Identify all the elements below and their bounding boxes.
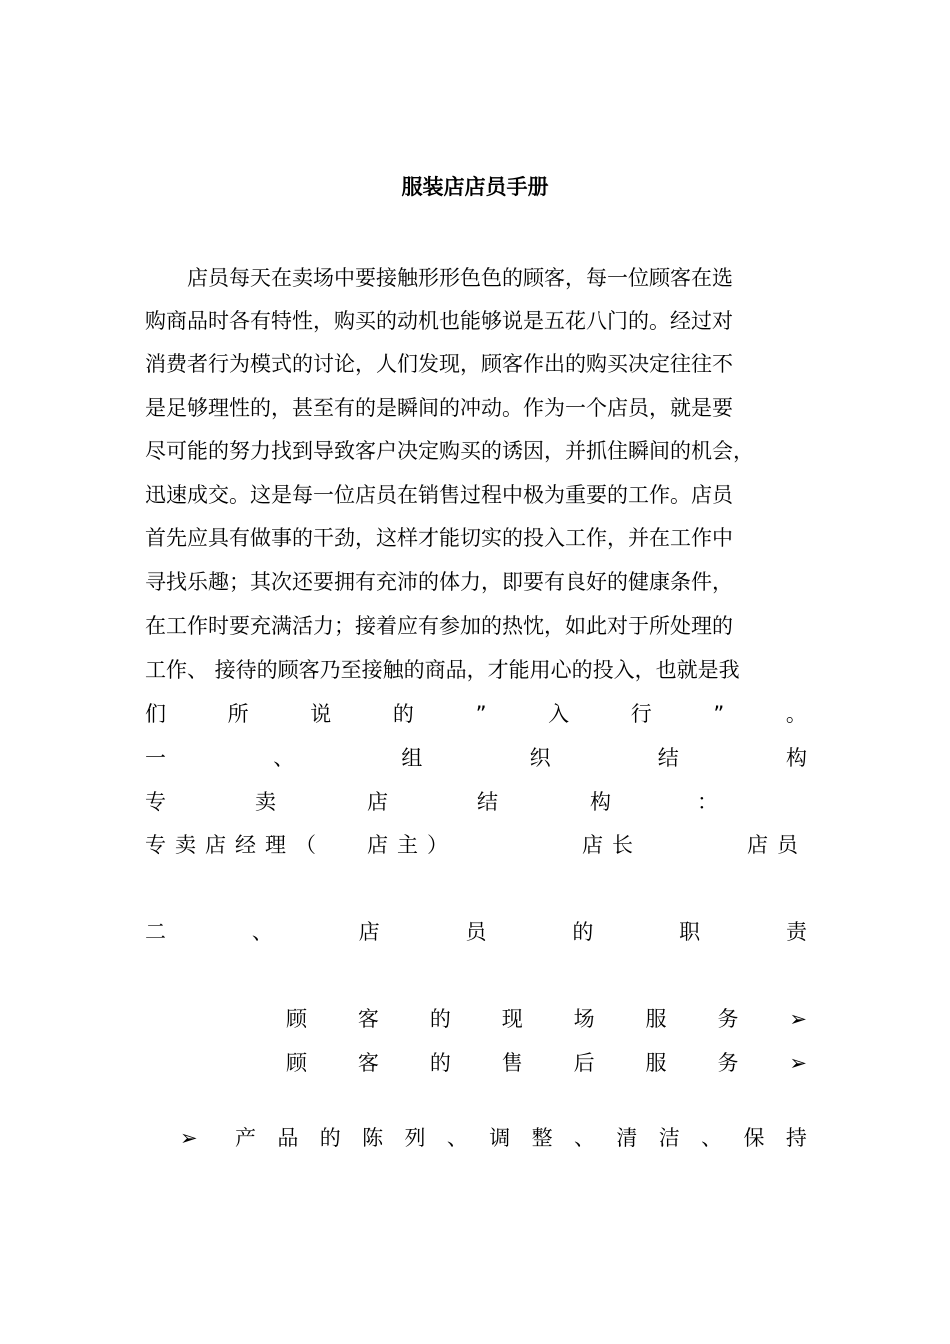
paragraph-line: 迅速成交。这是每一位店员在销售过程中极为重要的工作。店员 — [145, 483, 733, 507]
structure-owner: 店主） — [367, 833, 457, 857]
heading-char: 一 — [145, 746, 166, 770]
heading-char: 责 — [785, 920, 807, 944]
duty-char: 品 — [277, 1126, 299, 1150]
heading-char: 店 — [358, 920, 380, 944]
paragraph-char: 的 — [392, 702, 414, 726]
paragraph-line: 是足够理性的，甚至有的是瞬间的冲动。作为一个店员，就是要 — [145, 396, 733, 420]
duty-char: 现 — [501, 1007, 523, 1031]
heading-char: 员 — [465, 920, 487, 944]
duty-char: 调 — [489, 1126, 511, 1150]
paragraph-char: 们 — [145, 702, 166, 726]
structure-label-char: 卖 — [255, 790, 276, 814]
paragraph-char: 入 — [548, 702, 570, 726]
heading-char: 、 — [251, 920, 273, 944]
duty-char: 后 — [573, 1051, 595, 1075]
duty-char: 顾 — [286, 1051, 307, 1075]
paragraph-last-line — [145, 692, 807, 736]
paragraph-line: 购商品时各有特性，购买的动机也能够说是五花八门的。经过对 — [145, 309, 733, 333]
paragraph-line: 消费者行为模式的讨论，人们发现，顾客作出的购买决定往往不 — [145, 352, 733, 376]
duty-char: 清 — [616, 1126, 638, 1150]
duty-char: 陈 — [362, 1126, 384, 1150]
paragraph-char: 行 — [630, 702, 652, 726]
duty-char: ➢ — [789, 1007, 807, 1031]
paragraph-line: 尽可能的努力找到导致客户决定购买的诱因，并抓住瞬间的机会， — [145, 439, 754, 463]
heading-char: 二 — [145, 920, 166, 944]
duty-product-display — [180, 1116, 807, 1160]
section-heading-duties — [145, 910, 807, 954]
duty-aftersales-service — [286, 1041, 807, 1085]
heading-char: 构 — [785, 746, 807, 770]
duty-char: 整 — [531, 1126, 553, 1150]
paragraph-line: 寻找乐趣；其次还要拥有充沛的体力，即要有良好的健康条件， — [145, 570, 733, 594]
duty-char: 客 — [357, 1051, 379, 1075]
heading-char: 组 — [401, 746, 423, 770]
section-heading-organization — [145, 736, 807, 780]
paragraph-char: ” — [475, 702, 487, 726]
structure-label-char: 构 — [590, 790, 611, 814]
duty-char: 顾 — [286, 1007, 307, 1031]
paragraph-char: ” — [713, 702, 725, 726]
structure-label-char: 结 — [477, 790, 498, 814]
duty-char: 场 — [573, 1007, 595, 1031]
duty-char: 保 — [743, 1126, 765, 1150]
duty-char: 服 — [645, 1051, 667, 1075]
paragraph-char: 说 — [310, 702, 332, 726]
heading-char: 的 — [572, 920, 594, 944]
duty-char: 持 — [785, 1126, 807, 1150]
store-structure-chain — [145, 823, 807, 867]
duty-char: 的 — [319, 1126, 341, 1150]
paragraph-char: 所 — [227, 702, 249, 726]
duty-char: 售 — [501, 1051, 523, 1075]
paragraph-line: 店员每天在卖场中要接触形形色色的顾客，每一位顾客在选 — [187, 266, 733, 290]
duty-char: 洁 — [658, 1126, 680, 1150]
duty-char: 的 — [429, 1051, 451, 1075]
duty-char: 、 — [574, 1126, 595, 1150]
duty-char: 、 — [701, 1126, 723, 1150]
duty-char: 务 — [717, 1007, 739, 1031]
duty-char: 服 — [645, 1007, 667, 1031]
structure-store-manager: 店长 — [582, 833, 642, 857]
heading-char: 职 — [679, 920, 701, 944]
bullet-arrow-icon: ➢ — [180, 1126, 198, 1150]
document-title: 服装店店员手册 — [401, 175, 549, 199]
heading-char: 织 — [529, 746, 551, 770]
structure-label-char: 专 — [145, 790, 166, 814]
structure-label-char: ： — [697, 790, 718, 814]
structure-manager: 专卖店经理（ — [145, 833, 325, 857]
paragraph-line: 在工作时要充满活力；接着应有参加的热忱，如此对于所处理的 — [145, 614, 733, 638]
duty-onsite-service — [286, 997, 807, 1041]
structure-clerk: 店员 — [747, 833, 807, 857]
duty-char: 、 — [446, 1126, 468, 1150]
duty-char: 务 — [717, 1051, 739, 1075]
paragraph-line: 工作、 接待的顾客乃至接触的商品，才能用心的投入，也就是我 — [145, 658, 740, 682]
duty-char: ➢ — [789, 1051, 807, 1075]
heading-char: 、 — [273, 746, 295, 770]
duty-char: 客 — [357, 1007, 379, 1031]
paragraph-char: 。 — [785, 702, 807, 726]
duty-char: 列 — [404, 1126, 426, 1150]
heading-char: 结 — [657, 746, 679, 770]
store-structure-label — [145, 780, 807, 824]
duty-char: 产 — [235, 1126, 256, 1150]
paragraph-line: 首先应具有做事的干劲，这样才能切实的投入工作，并在工作中 — [145, 526, 733, 550]
duty-char: 的 — [429, 1007, 451, 1031]
structure-label-char: 店 — [367, 790, 388, 814]
